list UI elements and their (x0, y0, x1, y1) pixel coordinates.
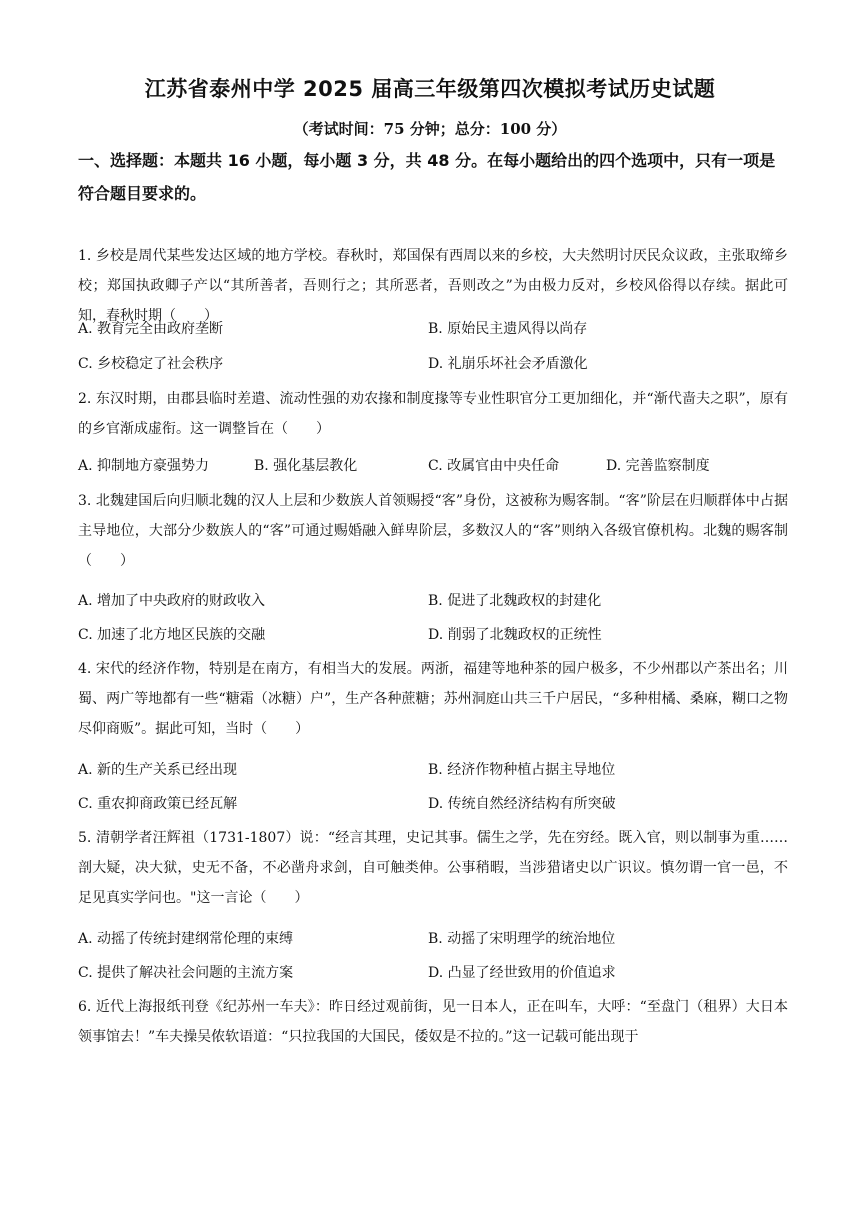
option-a: A. 教育完全由政府垄断 (78, 321, 224, 337)
option-b: B. 促进了北魏政权的封建化 (428, 593, 602, 609)
question-5-stem: 5. 清朝学者汪辉祖（1731-1807）说：“经言其理，史记其事。儒生之学，先在穷经。既入官，则以制事为重……剖大疑，决大狱，史无不备，不必凿舟求剑，自可触类伸。公事稍暇，当涉猎诸史以广识议。慎勿谓一官一邑，不足见真实学问也。"这一言论（ ） (78, 830, 788, 906)
question-5-options-2 (78, 958, 788, 988)
option-a: A. 新的生产关系已经出现 (78, 762, 238, 778)
question-3-options-2 (78, 620, 788, 650)
option-b: B. 动摇了宋明理学的统治地位 (428, 931, 616, 947)
question-5-options (78, 924, 788, 954)
option-b: B. 经济作物种植占据主导地位 (428, 762, 616, 778)
question-3-stem: 3. 北魏建国后向归顺北魏的汉人上层和少数族人首领赐授“客”身份，这被称为赐客制。“客”阶层在归顺群体中占据主导地位，大部分少数族人的“客”可通过赐婚融入鲜卑阶层，多数汉人的“客”则纳入各级官僚机构。北魏的赐客制（ ） (78, 493, 788, 569)
question-4-options (78, 755, 788, 785)
option-a: A. 增加了中央政府的财政收入 (78, 593, 266, 609)
question-2-options (78, 451, 788, 481)
question-1-stem: 1. 乡校是周代某些发达区域的地方学校。春秋时，郑国保有西周以来的乡校，大夫然明讨厌民众议政，主张取缔乡校；郑国执政卿子产以“其所善者，吾则行之；其所恶者，吾则改之”为由极力反对，乡校风俗得以存续。据此可知，春秋时期（ ） (78, 248, 788, 324)
page-title: 江苏省泰州中学 2025 届高三年级第四次模拟考试历史试题 (144, 77, 716, 101)
option-c: C. 提供了解决社会问题的主流方案 (78, 965, 294, 981)
question-2-stem: 2. 东汉时期，由郡县临时差遣、流动性强的劝农掾和制度掾等专业性职官分工更加细化，并“渐代啬夫之职”，原有的乡官渐成虚衔。这一调整旨在（ ） (78, 391, 788, 437)
option-d: D. 完善监察制度 (606, 458, 710, 474)
option-b: B. 原始民主遗风得以尚存 (428, 321, 588, 337)
question-6-stem: 6. 近代上海报纸刊登《纪苏州一车夫》：昨日经过观前街，见一日本人，正在叫车，大呼：“至盘门（租界）大日本领事馆去！”车夫操吴侬软语道：“只拉我国的大国民，倭奴是不拉的。”这一记载可能出现于 (78, 999, 788, 1045)
question-1-options-2 (78, 349, 788, 379)
option-d: D. 礼崩乐坏社会矛盾激化 (428, 356, 588, 372)
section-heading: 一、选择题：本题共 16 小题，每小题 3 分，共 48 分。在每小题给出的四个选项中，只有一项是符合题目要求的。 (78, 151, 776, 203)
option-d: D. 凸显了经世致用的价值追求 (428, 965, 616, 981)
exam-info: （考试时间：75 分钟；总分：100 分） (293, 120, 567, 138)
question-4-options-2 (78, 789, 788, 819)
option-b: B. 强化基层教化 (254, 458, 358, 474)
option-c: C. 改属官由中央任命 (428, 458, 560, 474)
option-c: C. 重农抑商政策已经瓦解 (78, 796, 238, 812)
option-d: D. 传统自然经济结构有所突破 (428, 796, 616, 812)
option-a: A. 动摇了传统封建纲常伦理的束缚 (78, 931, 294, 947)
question-4-stem: 4. 宋代的经济作物，特别是在南方，有相当大的发展。两浙，福建等地种茶的园户极多，不少州郡以产茶出名；川蜀、两广等地都有一些“糖霜（冰糖）户”，生产各种蔗糖；苏州洞庭山共三千户居民，“多种柑橘、桑麻，糊口之物尽仰商贩”。据此可知，当时（ ） (78, 661, 788, 737)
question-3-options (78, 586, 788, 616)
option-c: C. 乡校稳定了社会秩序 (78, 356, 224, 372)
option-c: C. 加速了北方地区民族的交融 (78, 627, 266, 643)
option-a: A. 抑制地方豪强势力 (78, 458, 210, 474)
question-1-options (78, 314, 788, 344)
option-d: D. 削弱了北魏政权的正统性 (428, 627, 602, 643)
